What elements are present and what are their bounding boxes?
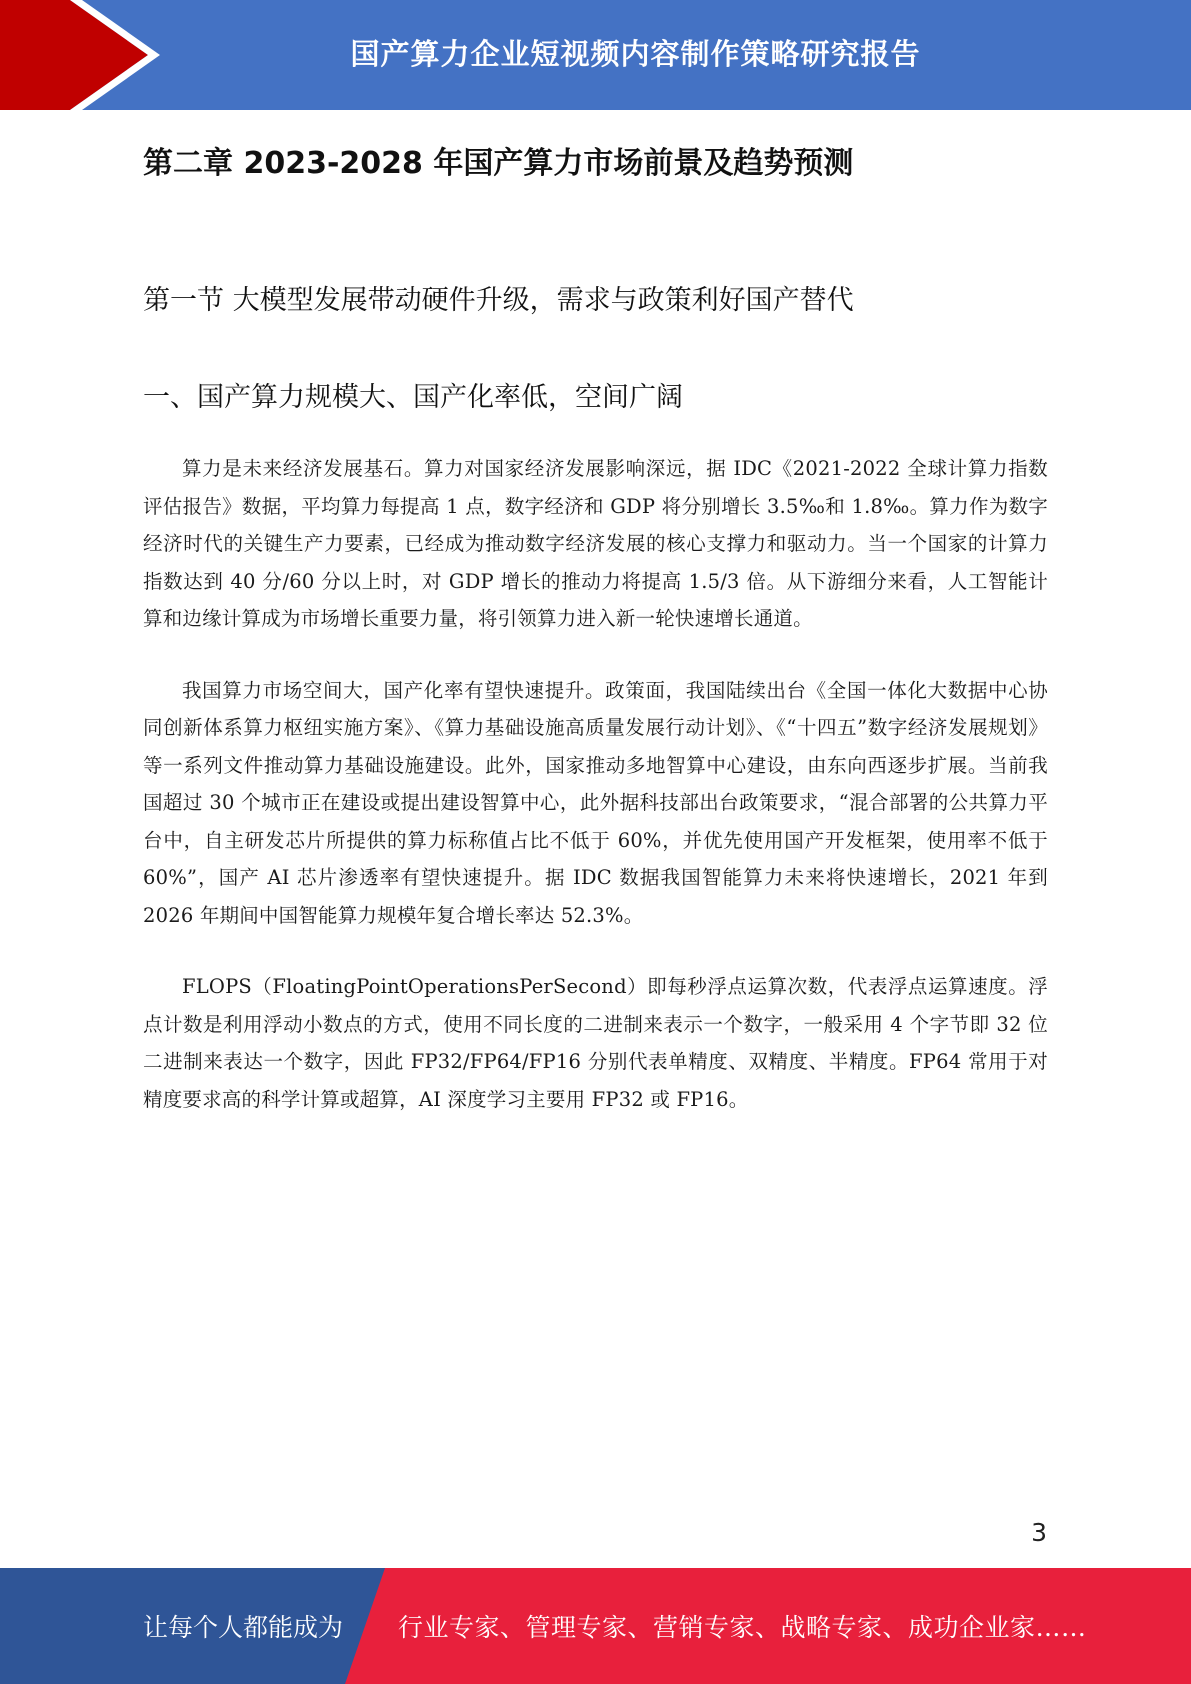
paragraph: 我国算力市场空间大，国产化率有望快速提升。政策面，我国陆续出台《全国一体化大数据中心协同创新体系算力枢纽实施方案》、《算力基础设施高质量发展行动计划》、《“十四五”数字经济发展规划》等一系列文件推动算力基础设施建设。此外，国家推动多地智算中心建设，由东向西逐步扩展。当前我国超过 30 个城市正在建设或提出建设智算中心，此外据科技部出台政策要求，“混合部署的公共算力平台中，自主研发芯片所提供的算力标称值占比不低于 60%，并优先使用国产开发框架，使用率不低于 60%”，国产 AI 芯片渗透率有望快速提升。据 IDC 数据我国智能算力未来将快速增长，2021 年到 2026 年期间中国智能算力规模年复合增长率达 52.3%。: [143, 678, 1048, 927]
report-header: [0, 0, 1191, 110]
subsection-title: 一、国产算力规模大、国产化率低，空间广阔: [143, 382, 683, 413]
page-number: 3: [1031, 1518, 1047, 1547]
section-title: 第一节 大模型发展带动硬件升级，需求与政策利好国产替代: [143, 285, 854, 316]
footer-slogan-left: 让每个人都能成为: [143, 1613, 344, 1642]
paragraph: 算力是未来经济发展基石。算力对国家经济发展影响深远，据 IDC《2021-2022 全球计算力指数评估报告》数据，平均算力每提高 1 点，数字经济和 GDP 将分别增长 3.5‰和 1.8‰。算力作为数字经济时代的关键生产力要素，已经成为推动数字经济发展的核心支撑力和驱动力。当一个国家的计算力指数达到 40 分/60 分以上时，对 GDP 增长的推动力将提高 1.5/3 倍。从下游细分来看，人工智能计算和边缘计算成为市场增长重要力量，将引领算力进入新一轮快速增长通道。: [143, 457, 1048, 630]
chapter-title: 第二章 2023-2028 年国产算力市场前景及趋势预测: [143, 146, 854, 181]
paragraph: FLOPS（FloatingPointOperationsPerSecond）即每秒浮点运算次数，代表浮点运算速度。浮点计数是利用浮动小数点的方式，使用不同长度的二进制来表示一个数字，一般采用 4 个字节即 32 位二进制来表达一个数字，因此 FP32/FP64/FP16 分别代表单精度、双精度、半精度。FP64 常用于对精度要求高的科学计算或超算，AI 深度学习主要用 FP32 或 FP16。: [143, 975, 1048, 1111]
body-text: [143, 450, 1048, 1152]
report-footer: [0, 1568, 1191, 1684]
footer-slogan-right: 行业专家、管理专家、营销专家、战略专家、成功企业家……: [398, 1613, 1087, 1642]
report-title: 国产算力企业短视频内容制作策略研究报告: [350, 36, 921, 71]
